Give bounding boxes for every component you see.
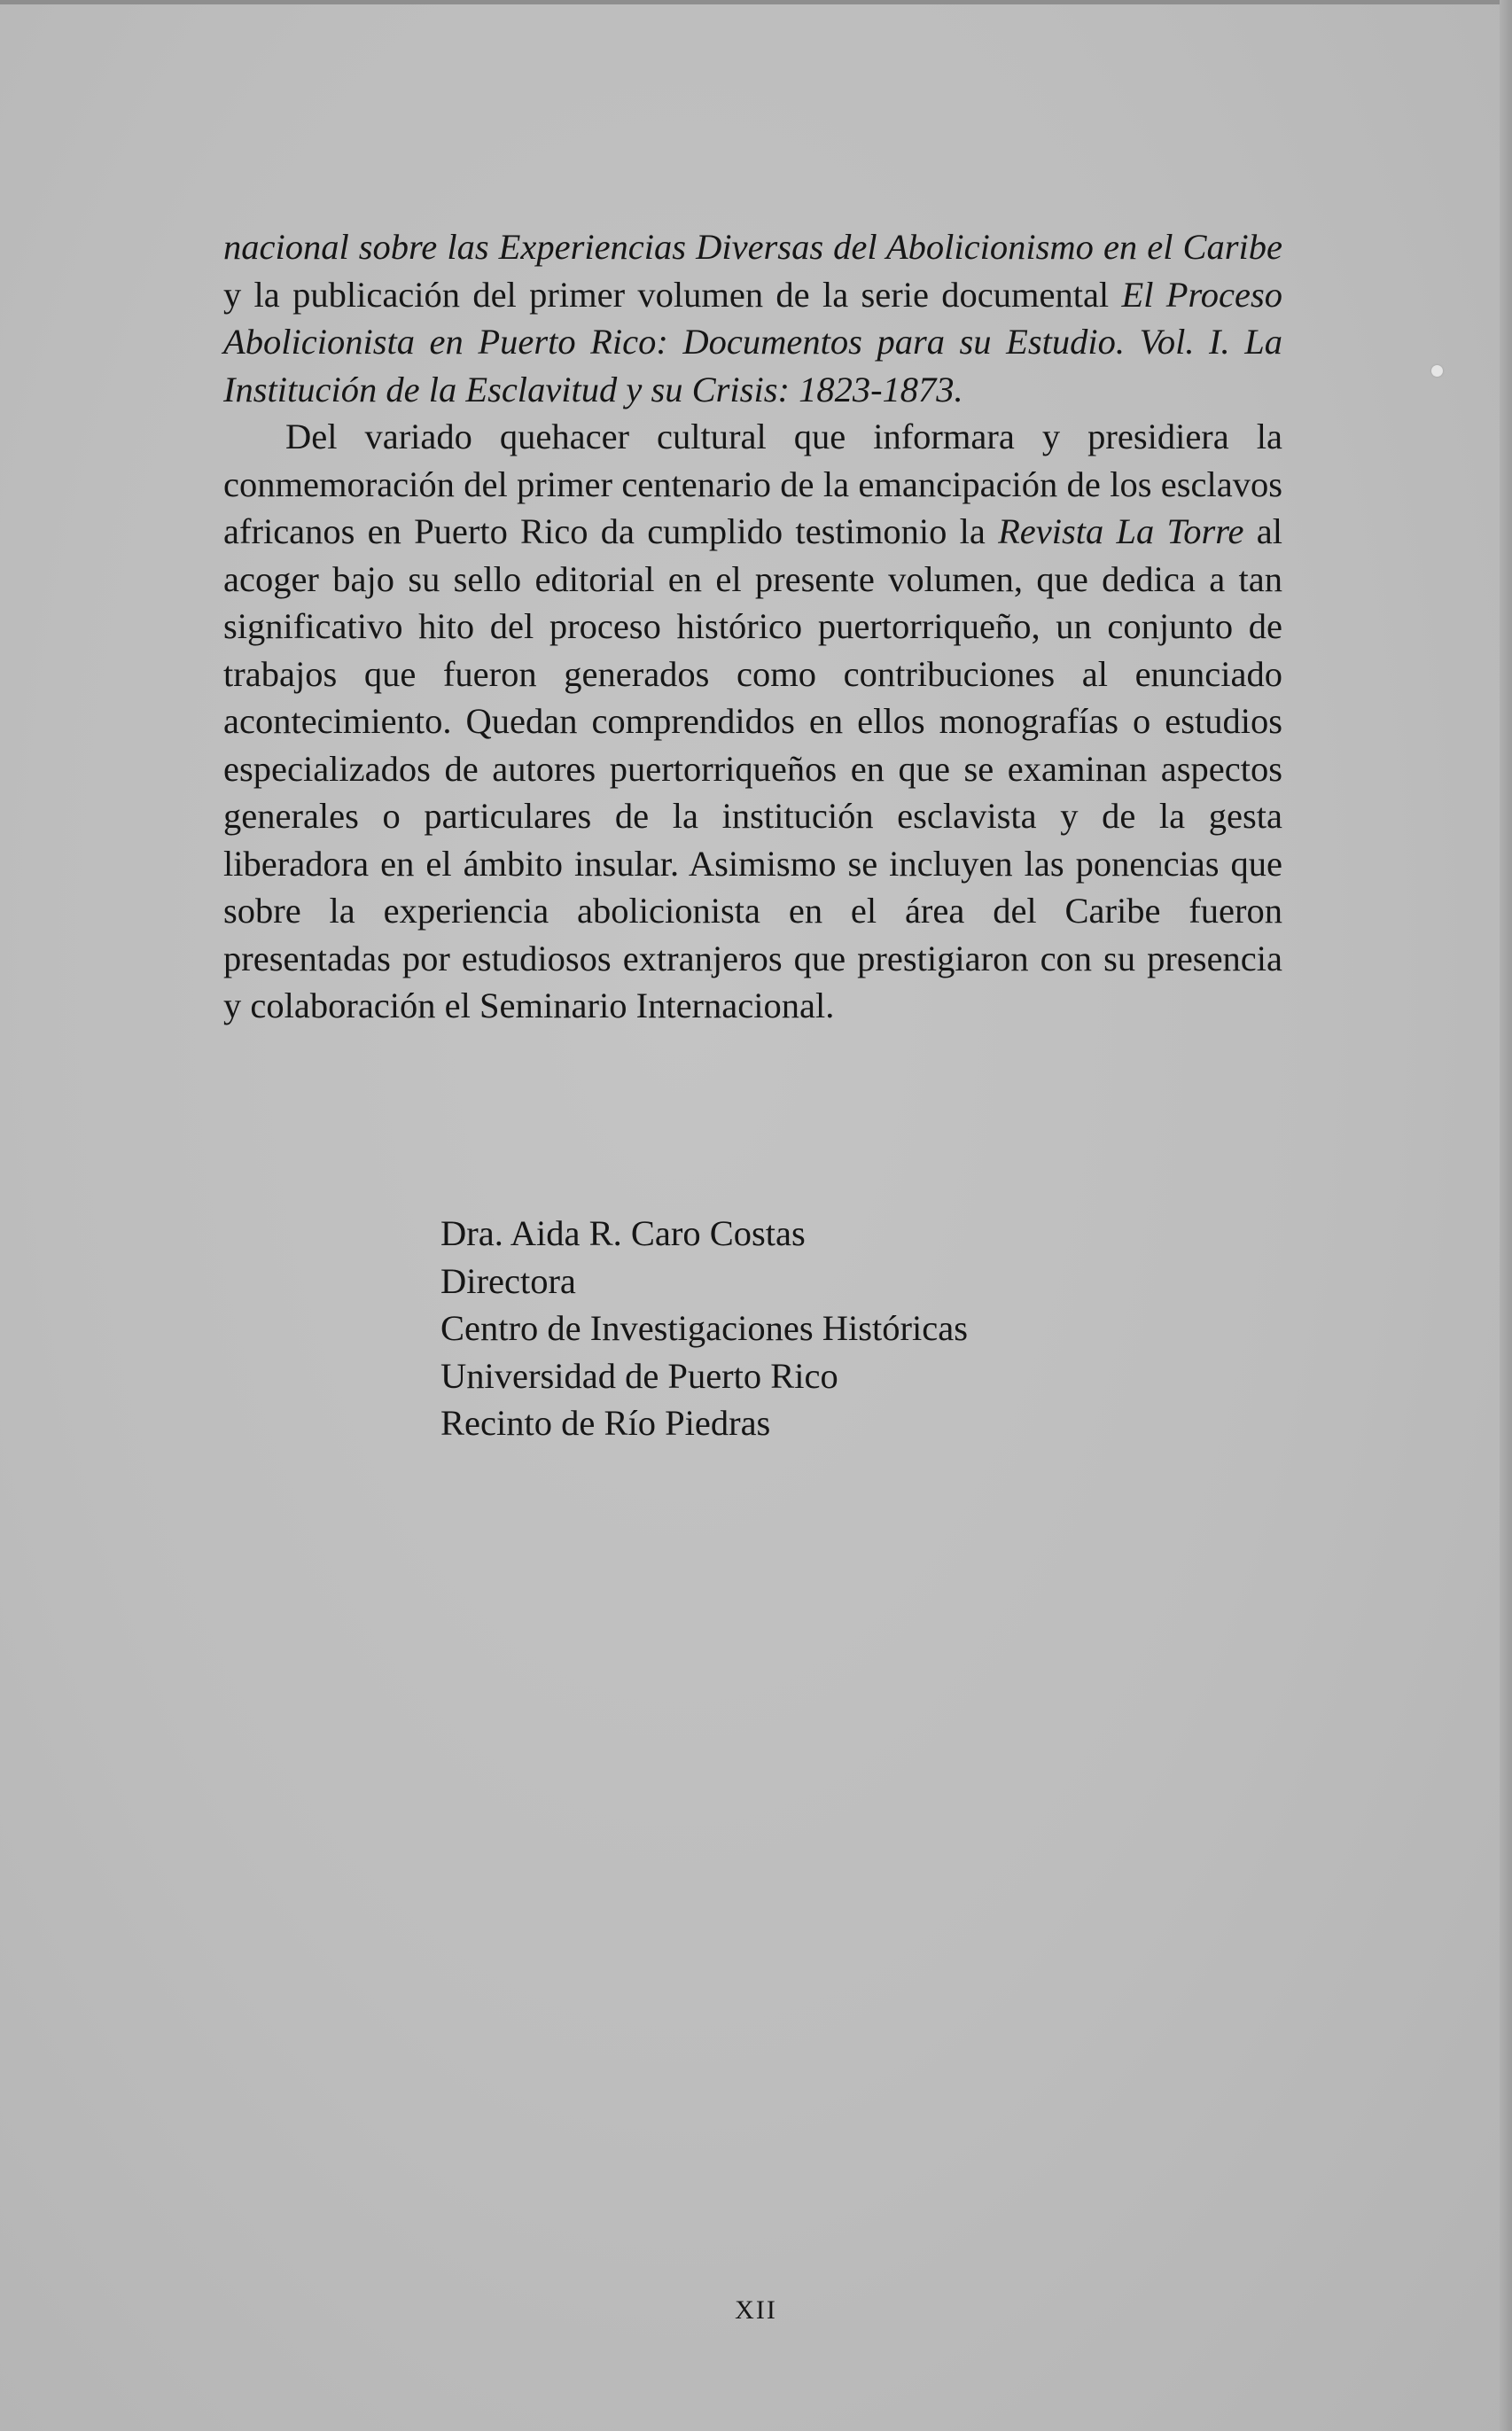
signature-block [440, 1210, 968, 1447]
page-top-edge [0, 0, 1512, 4]
paragraph-1 [223, 223, 1282, 413]
paragraph-1-roman: y la publicación del primer volumen de la serie documental [223, 274, 1122, 315]
signature-center: Centro de Investigaciones Históricas [440, 1308, 968, 1348]
paragraph-2-roman-b: al acoger bajo su sello editorial en el presente volumen, que dedica a tan significativo hito del proceso histórico puertorriqueño, un conjunto de trabajos que fueron generados como contribuciones al enunciado acontecimiento. Quedan comprendidos en ellos monografías o estudios especializados de autores puertorriqueños en que se examinan aspectos generales o particulares de la institución esclavista y de la gesta liberadora en el ámbito insular. Asimismo se incluyen las ponencias que sobre la experiencia abolicionista en el área del Caribe fueron presentadas por estudiosos extranjeros que prestigiaron con su presencia y colaboración el Seminario Internacional. [223, 511, 1282, 1025]
signature-name: Dra. Aida R. Caro Costas [440, 1213, 806, 1253]
paragraph-2-italic: Revista La Torre [998, 511, 1244, 551]
body-text [223, 223, 1282, 1030]
paragraph-2 [223, 413, 1282, 1030]
signature-campus: Recinto de Río Piedras [440, 1403, 771, 1443]
paper-speck [1431, 365, 1443, 377]
paragraph-1-italic-b: El Proceso Abolicionista en Puerto Rico: Documentos para su Estudio. Vol. I. La Institución de la Esclavitud y su Crisis: 1823-1873. [223, 274, 1282, 409]
paragraph-2-roman-a: Del variado quehacer cultural que informara y presidiera la conmemoración del primer centenario de la emancipación de los esclavos africanos en Puerto Rico da cumplido testimonio la [223, 417, 1282, 551]
page-right-edge [1500, 0, 1512, 2431]
signature-university: Universidad de Puerto Rico [440, 1355, 838, 1396]
page-number: XII [735, 2295, 777, 2325]
signature-title: Directora [440, 1260, 576, 1301]
paragraph-1-italic-a: nacional sobre las Experiencias Diversas del Abolicionismo en el Caribe [223, 227, 1282, 267]
